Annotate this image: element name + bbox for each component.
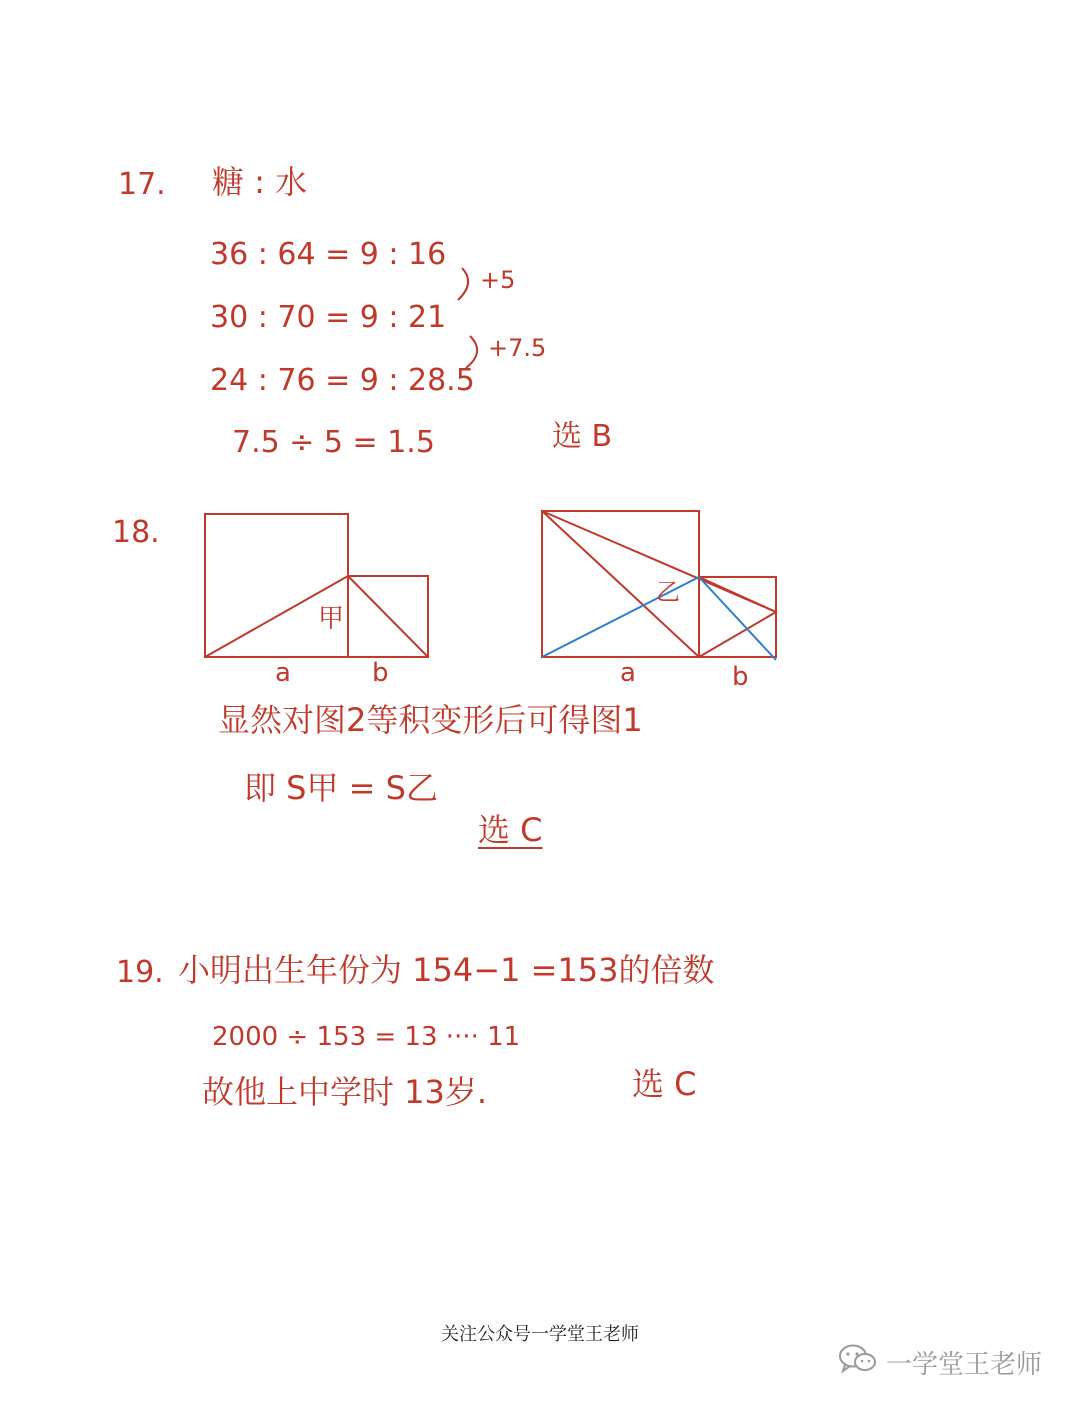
q17-ratio-line-1: 36 : 64 = 9 : 16: [210, 237, 447, 272]
q18-label-jia: 甲: [318, 604, 345, 634]
q17-ratio-line-3: 24 : 76 = 9 : 28.5: [210, 363, 475, 398]
q17-diff-2: +7.5: [488, 334, 547, 362]
q19-line-2: 2000 ÷ 153 = 13 ···· 11: [212, 1022, 521, 1052]
q18-answer: 选 C: [478, 811, 543, 849]
q19-line-1: 小明出生年份为 154−1 =153的倍数: [178, 951, 715, 989]
q17-diff-1: +5: [480, 266, 516, 294]
wechat-icon: [838, 1342, 878, 1383]
q18-number: 18.: [112, 515, 160, 550]
q18-label-a1: a: [275, 658, 291, 688]
q19-number: 19.: [116, 955, 164, 990]
q17-number: 17.: [118, 167, 166, 202]
footer-text: 关注公众号一学堂王老师: [441, 1324, 639, 1345]
q19-answer: 选 C: [632, 1065, 697, 1103]
q18-label-b2: b: [732, 662, 749, 692]
q17-heading: 糖 : 水: [212, 163, 308, 201]
watermark-text: 一学堂王老师: [886, 1349, 1043, 1380]
q18-equation: 即 S甲 = S乙: [244, 769, 438, 807]
q17-calc: 7.5 ÷ 5 = 1.5: [232, 425, 435, 460]
q18-label-yi: 乙: [656, 578, 680, 606]
q17-ratio-line-2: 30 : 70 = 9 : 21: [210, 300, 447, 335]
fig2-line-c: [699, 577, 776, 612]
q18-explain: 显然对图2等积变形后可得图1: [218, 701, 643, 739]
q18-label-a2: a: [620, 658, 636, 688]
q19-line-3: 故他上中学时 13岁.: [202, 1073, 488, 1111]
watermark: [838, 1340, 1042, 1384]
q17-answer: 选 B: [552, 419, 613, 454]
q18-label-b1: b: [372, 658, 389, 688]
